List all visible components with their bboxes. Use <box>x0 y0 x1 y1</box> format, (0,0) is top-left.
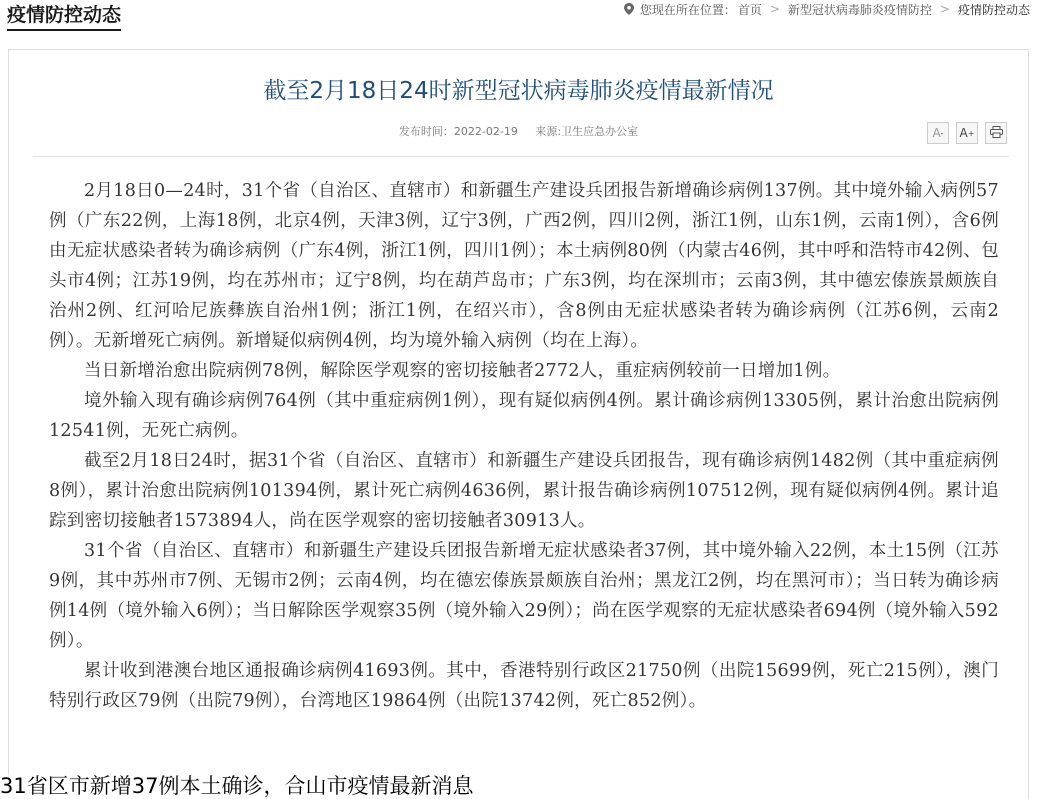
print-button[interactable] <box>985 122 1007 144</box>
printer-icon <box>990 126 1003 141</box>
article-title: 截至2月18日24时新型冠状病毒肺炎疫情最新情况 <box>263 78 774 104</box>
breadcrumb-current[interactable]: 疫情防控动态 <box>957 2 1030 17</box>
source-value: 卫生应急办公室 <box>561 125 639 138</box>
source-label: 来源: <box>535 125 562 138</box>
publish-label: 发布时间： <box>398 125 454 138</box>
font-smaller-button[interactable]: A - <box>927 122 949 144</box>
breadcrumb-separator-icon: > <box>769 2 780 16</box>
article-content <box>49 176 999 716</box>
article-tools <box>927 122 1007 144</box>
article-paragraph: 截至2月18日24时，据31个省（自治区、直辖市）和新疆生产建设兵团报告，现有确诊病例1482例（其中重症病例8例），累计治愈出院病例101394例，累计死亡病例4636例，累计报告确诊病例107512例，现有疑似病例4例。累计追踪到密切接触者1573894人，尚在医学观察的密切接触者30913人。 <box>49 451 999 531</box>
article-paragraph: 31个省（自治区、直辖市）和新疆生产建设兵团报告新增无症状感染者37例，其中境外输入22例，本土15例（江苏9例，其中苏州市7例、无锡市2例；云南4例，均在德宏傣族景颇族自治州；黑龙江2例，均在黑河市）；当日转为确诊病例14例（境外输入6例）；当日解除医学观察35例（境外输入29例）；尚在医学观察的无症状感染者694例（境外输入592例）。 <box>49 541 999 651</box>
font-larger-button[interactable]: A + <box>956 122 978 144</box>
breadcrumb-home[interactable]: 首页 <box>737 2 762 17</box>
breadcrumb <box>624 0 1030 18</box>
breadcrumb-location-label: 您现在所在位置： <box>639 2 736 17</box>
overlay-caption: 31省区市新增37例本土确诊，合山市疫情最新消息 <box>0 774 479 799</box>
section-title: 疫情防控动态 <box>7 3 121 31</box>
breadcrumb-separator-icon: > <box>939 2 950 16</box>
article-meta <box>9 123 1028 139</box>
article-paragraph: 2月18日0—24时，31个省（自治区、直辖市）和新疆生产建设兵团报告新增确诊病例137例。其中境外输入病例57例（广东22例，上海18例，北京4例，天津3例，辽宁3例，广西2例，四川2例，浙江1例，山东1例，云南1例），含6例由无症状感染者转为确诊病例（广东4例，浙江1例，四川1例）；本土病例80例（内蒙古46例，其中呼和浩特市42例、包头市4例；江苏19例，均在苏州市；辽宁8例，均在葫芦岛市；广东3例，均在深圳市；云南3例，其中德宏傣族景颇族自治州2例、红河哈尼族彝族自治州1例；浙江1例，在绍兴市），含8例由无症状感染者转为确诊病例（江苏6例，云南2例）。无新增死亡病例。新增疑似病例4例，均为境外输入病例（均在上海）。 <box>49 181 999 351</box>
article-container <box>8 49 1029 799</box>
top-bar <box>0 0 1040 34</box>
publish-date: 2022-02-19 <box>453 125 518 138</box>
breadcrumb-covid-prevention[interactable]: 新型冠状病毒肺炎疫情防控 <box>787 2 932 17</box>
title-divider <box>33 156 1009 157</box>
location-pin-icon <box>624 3 634 15</box>
article-paragraph: 当日新增治愈出院病例78例，解除医学观察的密切接触者2772人，重症病例较前一日增加1例。 <box>84 361 841 381</box>
article-paragraph: 境外输入现有确诊病例764例（其中重症病例1例），现有疑似病例4例。累计确诊病例13305例，累计治愈出院病例12541例，无死亡病例。 <box>49 391 999 441</box>
article-paragraph: 累计收到港澳台地区通报确诊病例41693例。其中，香港特别行政区21750例（出院15699例，死亡215例），澳门特别行政区79例（出院79例），台湾地区19864例（出院13742例，死亡852例）。 <box>49 661 999 711</box>
